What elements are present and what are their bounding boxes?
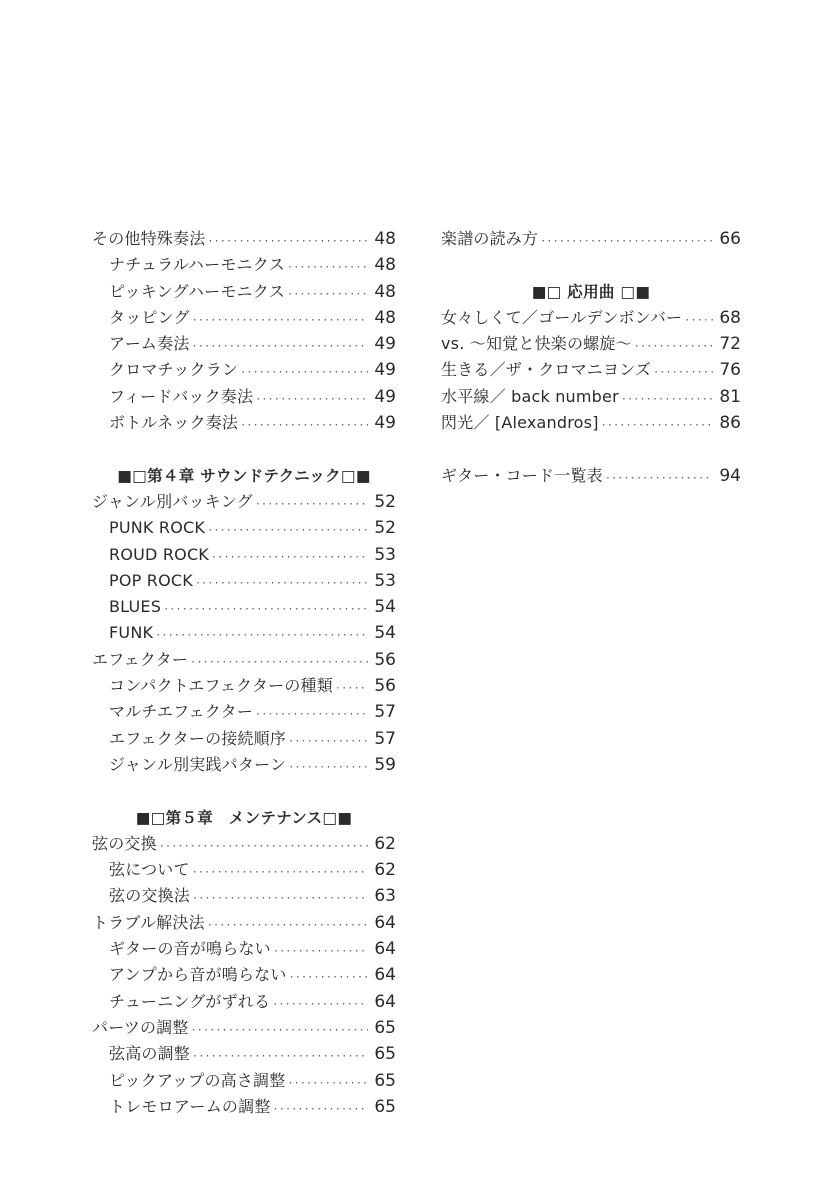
chapter-heading: ■□ 応用曲 □■: [531, 282, 651, 301]
dot-leader: [335, 676, 368, 702]
toc-entry[interactable]: [441, 226, 741, 252]
dot-leader: [605, 466, 714, 492]
toc-page-number: 52: [374, 518, 396, 539]
dot-leader: [621, 387, 714, 413]
toc-page-number: 49: [374, 386, 396, 407]
toc-entry-title: タッピング: [109, 307, 190, 327]
dot-leader: [287, 1071, 368, 1097]
toc-page-number: 53: [374, 570, 396, 591]
toc-subentry[interactable]: [92, 568, 396, 594]
toc-subentry[interactable]: [92, 857, 396, 883]
toc-subentry[interactable]: [92, 279, 396, 305]
toc-entry-title: トラブル解決法: [92, 912, 205, 932]
chapter-heading: ■□第４章 サウンドテクニック□■: [117, 466, 371, 485]
dot-leader: [191, 1018, 369, 1044]
toc-page-number: 81: [719, 386, 741, 407]
toc-subentry[interactable]: [92, 384, 396, 410]
toc-page-number: 65: [374, 1044, 396, 1065]
dot-leader: [255, 492, 369, 518]
toc-subentry[interactable]: [92, 989, 396, 1015]
toc-left-column: [92, 226, 396, 1120]
toc-subentry[interactable]: [92, 542, 396, 568]
toc-page-number: 48: [374, 229, 396, 249]
toc-entry-title: ジャンル別実践パターン: [109, 754, 287, 774]
toc-page-number: 48: [374, 255, 396, 276]
toc-entry-title: アーム奏法: [109, 334, 190, 354]
toc-entry[interactable]: [92, 910, 396, 936]
toc-page-number: 94: [719, 465, 741, 486]
toc-entry-title: 楽譜の読み方: [441, 229, 539, 248]
toc-subentry[interactable]: [92, 752, 396, 778]
toc-page-number: 49: [374, 413, 396, 434]
toc-entry-title: フィードバック奏法: [109, 386, 254, 406]
toc-subentry[interactable]: [92, 331, 396, 357]
dot-leader: [273, 939, 369, 965]
toc-page-number: 62: [374, 860, 396, 881]
toc-entry-title: パーツの調整: [92, 1017, 189, 1037]
toc-page-number: 59: [374, 754, 396, 775]
toc-page-number: 53: [374, 544, 396, 565]
toc-subentry[interactable]: [92, 252, 396, 278]
toc-page-number: 48: [374, 281, 396, 302]
toc-entry[interactable]: [92, 489, 396, 515]
toc-entry-title: トレモロアームの調整: [109, 1096, 271, 1116]
dot-leader: [289, 965, 369, 991]
toc-page-number: 56: [374, 676, 396, 697]
toc-subentry[interactable]: [92, 936, 396, 962]
dot-leader: [255, 387, 368, 413]
toc-entry-title: ピッキングハーモニクス: [109, 281, 285, 301]
toc-page-number: 64: [374, 939, 396, 960]
toc-page-number: 65: [374, 1017, 396, 1038]
toc-page-number: 66: [719, 229, 741, 249]
toc-page-number: 52: [374, 491, 396, 512]
section-spacer: [92, 436, 396, 462]
toc-entry-title: 弦について: [109, 860, 190, 880]
toc-page-number: 48: [374, 307, 396, 328]
toc-entry[interactable]: [92, 831, 396, 857]
toc-subentry[interactable]: [92, 1094, 396, 1120]
toc-subentry[interactable]: [92, 699, 396, 725]
toc-subentry[interactable]: [92, 1068, 396, 1094]
dot-leader: [211, 545, 368, 571]
toc-page-number: 49: [374, 360, 396, 381]
toc-subentry[interactable]: [92, 1041, 396, 1067]
toc-entry[interactable]: [441, 357, 741, 383]
toc-subentry[interactable]: [92, 883, 396, 909]
toc-page-number: 62: [374, 833, 396, 854]
toc-entry-title: チューニングがずれる: [109, 991, 271, 1011]
dot-leader: [288, 755, 368, 781]
toc-entry-title: ギター・コード一覧表: [441, 465, 603, 485]
toc-entry-title: 閃光／ [Alexandros]: [441, 413, 599, 433]
dot-leader: [192, 886, 368, 912]
toc-page-number: 68: [719, 307, 741, 328]
toc-subentry[interactable]: [92, 410, 396, 436]
toc-subentry[interactable]: [92, 726, 396, 752]
dot-leader: [240, 413, 368, 439]
toc-entry-title: ROUD ROCK: [109, 544, 210, 564]
toc-page-number: 49: [374, 334, 396, 355]
toc-page-number: 57: [374, 728, 396, 749]
toc-entry[interactable]: [441, 410, 741, 436]
dot-leader: [273, 1097, 369, 1123]
toc-entry-title: 弦の交換法: [109, 886, 191, 906]
dot-leader: [684, 308, 713, 334]
toc-subentry[interactable]: [92, 305, 396, 331]
toc-entry-title: 弦高の調整: [109, 1044, 191, 1064]
toc-page-number: 54: [374, 597, 396, 618]
toc-entry-title: ギターの音が鳴らない: [109, 939, 271, 959]
dot-leader: [287, 255, 368, 281]
dot-leader: [240, 360, 368, 386]
section-spacer: [441, 252, 741, 278]
toc-subentry[interactable]: [92, 620, 396, 646]
toc-entry-title: 生きる／ザ・クロマニヨンズ: [441, 360, 652, 380]
toc-entry-title: その他特殊奏法: [92, 229, 206, 248]
toc-entry-title: POP ROCK: [109, 570, 193, 590]
dot-leader: [195, 571, 368, 597]
dot-leader: [192, 860, 369, 886]
toc-entry-title: ピックアップの高さ調整: [109, 1070, 286, 1090]
toc-entry-title: コンパクトエフェクターの種類: [109, 676, 333, 696]
toc-page-number: 54: [374, 623, 396, 644]
toc-subentry[interactable]: [92, 357, 396, 383]
toc-page-number: 65: [374, 1070, 396, 1091]
toc-page-number: 64: [374, 965, 396, 986]
toc-page-number: 76: [719, 360, 741, 381]
dot-leader: [540, 229, 713, 255]
toc-entry-title: マルチエフェクター: [109, 702, 254, 722]
section-spacer: [92, 778, 396, 804]
toc-subentry[interactable]: [92, 515, 396, 541]
dot-leader: [207, 518, 368, 544]
toc-page-number: 64: [374, 991, 396, 1012]
toc-entry[interactable]: [441, 305, 741, 331]
toc-page-number: 64: [374, 912, 396, 933]
toc-subentry[interactable]: [92, 673, 396, 699]
toc-entry-title: アンプから音が鳴らない: [109, 965, 287, 985]
toc-entry-title: 女々しくて／ゴールデンボンバー: [441, 307, 683, 327]
toc-entry[interactable]: [92, 226, 396, 252]
toc-page-number: 86: [719, 413, 741, 434]
toc-entry[interactable]: [92, 1015, 396, 1041]
dot-leader: [272, 992, 368, 1018]
toc-entry-title: ボトルネック奏法: [109, 413, 239, 433]
toc-entry[interactable]: [441, 384, 741, 410]
toc-right-column: [441, 226, 741, 489]
toc-entry-title: クロマチックラン: [109, 360, 239, 380]
toc-entry[interactable]: [441, 331, 741, 357]
toc-entry-title: FUNK: [109, 623, 154, 643]
toc-entry-title: 弦の交換: [92, 833, 157, 853]
toc-page-number: 57: [374, 702, 396, 723]
toc-entry-title: ジャンル別バッキング: [92, 491, 253, 511]
dot-leader: [192, 308, 369, 334]
dot-leader: [288, 729, 368, 755]
toc-subentry[interactable]: [92, 962, 396, 988]
toc-entry-title: ナチュラルハーモニクス: [109, 255, 285, 275]
toc-page-number: 56: [374, 649, 396, 670]
toc-entry[interactable]: [441, 463, 741, 489]
dot-leader: [601, 413, 714, 439]
dot-leader: [159, 834, 369, 860]
chapter-heading: ■□第５章 メンテナンス□■: [135, 808, 353, 827]
toc-page-number: 63: [374, 886, 396, 907]
toc-entry-title: BLUES: [109, 597, 162, 617]
toc-entry-title: エフェクター: [92, 649, 189, 669]
dot-leader: [287, 282, 368, 308]
toc-page-number: 72: [719, 334, 741, 355]
dot-leader: [163, 597, 368, 623]
toc-entry-title: エフェクターの接続順序: [109, 728, 287, 748]
toc-entry-title: vs. 〜知覚と快楽の螺旋〜: [441, 334, 632, 354]
toc-entry-title: PUNK ROCK: [109, 518, 206, 538]
toc-entry-title: 水平線／ back number: [441, 386, 619, 406]
toc-subentry[interactable]: [92, 594, 396, 620]
toc-entry[interactable]: [92, 647, 396, 673]
toc-page-number: 65: [374, 1096, 396, 1117]
dot-leader: [653, 360, 713, 386]
section-spacer: [441, 436, 741, 462]
